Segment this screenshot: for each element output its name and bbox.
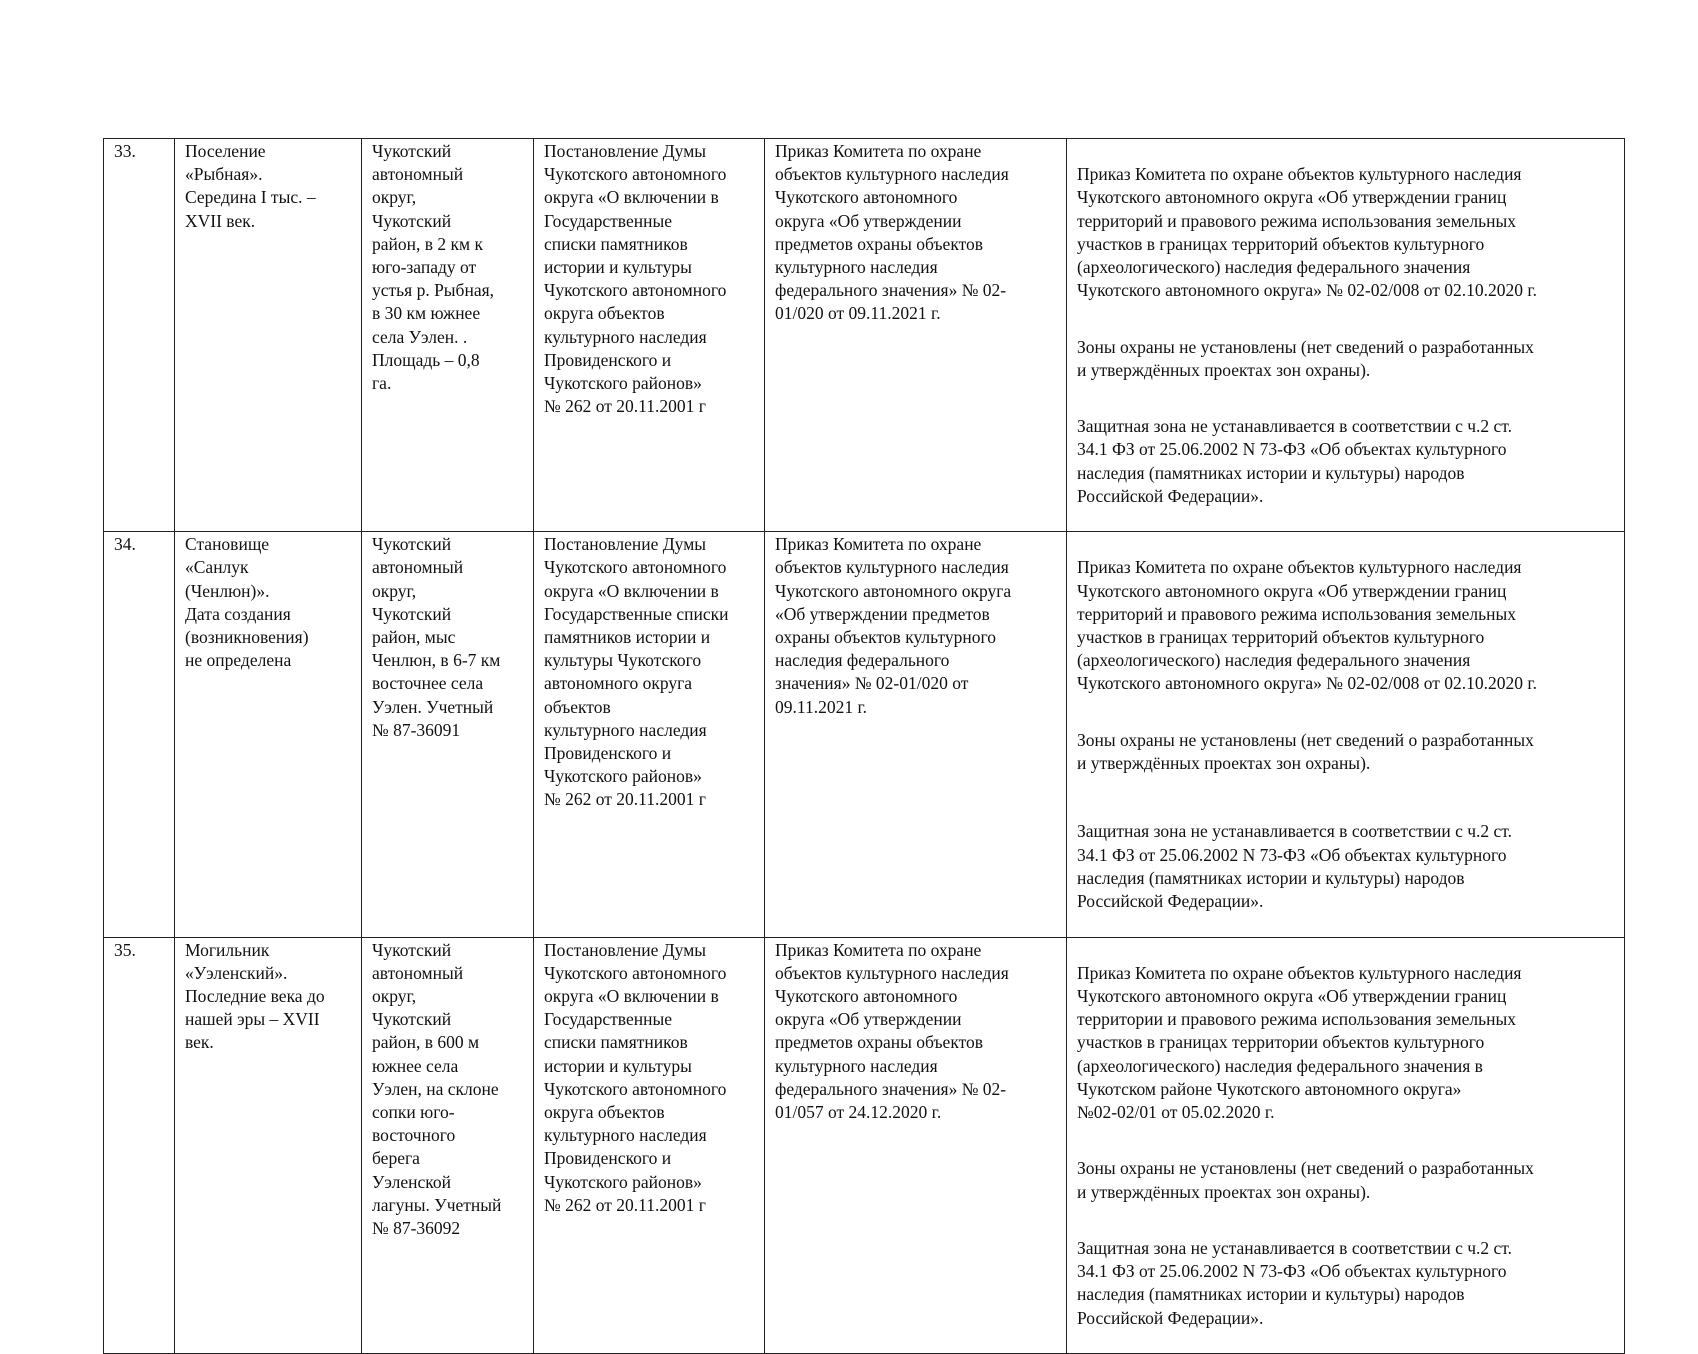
protection-zones-note: Зоны охраны не установлены (нет сведений о разработанных и утверждённых проектах зон охраны). bbox=[1077, 336, 1534, 380]
object-location: Чукотский автономный округ, Чукотский район, в 2 км к юго-западу от устья р. Рыбная, в 30 км южнее села Уэлен. . Площадь – 0,8 га. bbox=[362, 139, 534, 532]
buffer-zone-note: Защитная зона не устанавливается в соответствии с ч.2 ст. 34.1 ФЗ от 25.06.2002 N 73-ФЗ «Об объектах культурного наследия (памятниках истории и культуры) народов Российской Федерации». bbox=[1077, 1237, 1512, 1328]
territory-boundaries-order: Приказ Комитета по охране объектов культурного наследия Чукотского автономного округа «Об утверждении границ территорий и правового режима использования земельных участков в границах территорий объектов культурного (археологического) наследия федерального значения Чукотского автономного округа» № 02-02/008 от 02.10.2020 г. bbox=[1077, 164, 1537, 301]
table-row bbox=[104, 532, 1625, 937]
protection-zones-note: Зоны охраны не установлены (нет сведений о разработанных и утверждённых проектах зон охраны). bbox=[1077, 729, 1534, 774]
object-location: Чукотский автономный округ, Чукотский район, в 600 м южнее села Уэлен, на склоне сопки юго- восточного берега Уэленской лагуны. Учетный № 87-36092 bbox=[362, 937, 534, 1353]
object-name: Могильник «Уэленский». Последние века до нашей эры – XVII век. bbox=[175, 937, 362, 1353]
territory-boundaries-order: Приказ Комитета по охране объектов культурного наследия Чукотского автономного округа «Об утверждении границ территории и правового режима использования земельных участков в границах территории объектов культурного (археологического) наследия федерального значения в Чукотском районе Чукотского автономного округа» №02-02/01 от 05.02.2020 г. bbox=[1077, 962, 1522, 1122]
protection-subject-order: Приказ Комитета по охране объектов культурного наследия Чукотского автономного округа «Об утверждении предметов охраны объектов культурного наследия федерального значения» № 02- 01/057 от 24.12.2020 г. bbox=[765, 937, 1067, 1353]
protection-subject-order: Приказ Комитета по охране объектов культурного наследия Чукотского автономного округа «Об утверждении предметов охраны объектов культурного наследия федерального значения» № 02-01/020 от 09.11.2021 г. bbox=[765, 532, 1067, 937]
protection-zones-note: Зоны охраны не установлены (нет сведений о разработанных и утверждённых проектах зон охраны). bbox=[1077, 1158, 1534, 1202]
registration-resolution: Постановление Думы Чукотского автономного округа «О включении в Государственные списки памятников истории и культуры Чукотского автономного округа объектов культурного наследия Провиденского и Чукотского районов» № 262 от 20.11.2001 г bbox=[534, 937, 765, 1353]
protection-zones-cell bbox=[1067, 937, 1625, 1353]
object-name: Поселение «Рыбная». Середина I тыс. – XVII век. bbox=[175, 139, 362, 532]
object-name: Становище «Санлук (Ченлюн)». Дата создания (возникновения) не определена bbox=[175, 532, 362, 937]
row-number: 35. bbox=[104, 937, 175, 1353]
registration-resolution: Постановление Думы Чукотского автономного округа «О включении в Государственные списки памятников истории и культуры Чукотского автономного округа объектов культурного наследия Провиденского и Чукотского районов» № 262 от 20.11.2001 г bbox=[534, 532, 765, 937]
protection-zones-cell bbox=[1067, 532, 1625, 937]
table-row bbox=[104, 937, 1625, 1353]
protection-subject-order: Приказ Комитета по охране объектов культурного наследия Чукотского автономного округа «Об утверждении предметов охраны объектов культурного наследия федерального значения» № 02- 01/020 от 09.11.2021 г. bbox=[765, 139, 1067, 532]
table-row bbox=[104, 139, 1625, 532]
row-number: 33. bbox=[104, 139, 175, 532]
heritage-registry-table bbox=[103, 138, 1625, 1354]
protection-zones-cell bbox=[1067, 139, 1625, 532]
registration-resolution: Постановление Думы Чукотского автономного округа «О включении в Государственные списки памятников истории и культуры Чукотского автономного округа объектов культурного наследия Провиденского и Чукотского районов» № 262 от 20.11.2001 г bbox=[534, 139, 765, 532]
buffer-zone-note: Защитная зона не устанавливается в соответствии с ч.2 ст. 34.1 ФЗ от 25.06.2002 N 73-ФЗ «Об объектах культурного наследия (памятниках истории и культуры) народов Российской Федерации». bbox=[1077, 821, 1512, 912]
buffer-zone-note: Защитная зона не устанавливается в соответствии с ч.2 ст. 34.1 ФЗ от 25.06.2002 N 73-ФЗ «Об объектах культурного наследия (памятниках истории и культуры) народов Российской Федерации». bbox=[1077, 416, 1512, 506]
object-location: Чукотский автономный округ, Чукотский район, мыс Ченлюн, в 6-7 км восточнее села Уэлен. Учетный № 87-36091 bbox=[362, 532, 534, 937]
row-number: 34. bbox=[104, 532, 175, 937]
territory-boundaries-order: Приказ Комитета по охране объектов культурного наследия Чукотского автономного округа «Об утверждении границ территорий и правового режима использования земельных участков в границах территорий объектов культурного (археологического) наследия федерального значения Чукотского автономного округа» № 02-02/008 от 02.10.2020 г. bbox=[1077, 557, 1537, 694]
